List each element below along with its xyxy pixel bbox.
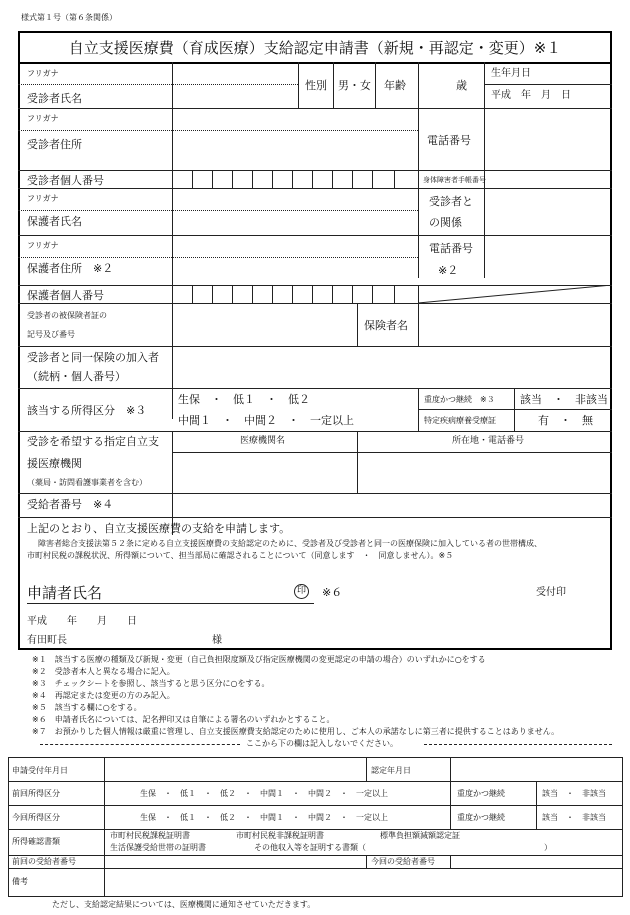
divider — [18, 108, 612, 109]
digit-box — [352, 170, 353, 188]
digit-box — [332, 285, 333, 303]
insurer-name-label: 保険者名 — [364, 319, 408, 332]
consent-text: 障害者総合支援法第５２条に定める自立支援医療費の支給認定のために、受診者及び受診者と同一の医療保険に加入している者の世帯構成、 — [38, 539, 542, 548]
divider — [8, 829, 623, 830]
relation-label: の関係 — [429, 216, 462, 229]
divider — [418, 303, 419, 346]
honorific: 様 — [212, 635, 222, 646]
prev-severe-options[interactable]: 該当 ・ 非該当 — [542, 789, 606, 798]
digit-box — [394, 285, 395, 303]
divider — [375, 62, 376, 108]
facility-note: （薬局・訪問看護事業者を含む） — [27, 478, 147, 487]
curr-income-options[interactable]: 生保 ・ 低１ ・ 低２ ・ 中間１ ・ 中間２ ・ 一定以上 — [140, 813, 388, 822]
signature-line — [27, 603, 314, 604]
receipt-stamp-label: 受付印 — [536, 587, 566, 598]
doc-option-close: ） — [544, 843, 552, 852]
same-insurance-label: 受診者と同一保険の加入者 — [27, 351, 159, 364]
diagonal-strike — [418, 285, 612, 303]
guardian-address-label: 保護者住所 ※２ — [27, 262, 114, 275]
note-item: ※１ 該当する医療の種類及び新規・変更（自己負担限度額及び指定医療機関の変更認定の申請の場合）のいずれかに○をする — [32, 655, 486, 664]
divider — [104, 757, 105, 897]
doc-option[interactable]: 市町村民税課税証明書 — [110, 831, 190, 840]
note-item: ※４ 再認定または変更の方のみ記入。 — [32, 691, 175, 700]
receipt-date-label: 申請受付年月日 — [12, 766, 68, 775]
divider — [18, 210, 418, 211]
divider — [8, 855, 623, 856]
divider — [8, 868, 623, 869]
consent-text[interactable]: 市町村民税の課税状況、所得額について、担当部局に確認されることについて（同意します ・ 同意しません）。※５ — [27, 551, 454, 560]
note-item: ※２ 受診者本人と異なる場合に記入。 — [32, 667, 175, 676]
guardian-name-label: 保護者氏名 — [27, 215, 82, 228]
curr-recipient-label: 今回の受給者番号 — [371, 857, 435, 866]
divider — [366, 757, 367, 781]
divider — [8, 805, 623, 806]
patient-personal-number-label: 受診者個人番号 — [27, 174, 104, 187]
furigana-label: フリガナ — [27, 69, 59, 78]
birth-date-value[interactable]: 平成 年 月 日 — [491, 90, 571, 101]
severe-continuous-label: 重度かつ継続 ※３ — [424, 395, 495, 404]
facility-label: 援医療機関 — [27, 457, 82, 470]
digit-box — [372, 285, 373, 303]
note-item: ※７ お預かりした個人情報は厳重に管理し、自立支援医療費支給認定のために使用し、ご本人の承諾なしに第三者に提供することはありません。 — [32, 727, 560, 736]
income-category-label: 該当する所得区分 ※３ — [27, 404, 147, 417]
doc-option[interactable]: 標準負担額減額認定証 — [380, 831, 460, 840]
doc-option[interactable]: 市町村民税非課税証明書 — [236, 831, 324, 840]
digit-box — [394, 170, 395, 188]
patient-name-label: 受診者氏名 — [27, 92, 82, 105]
furigana-label: フリガナ — [27, 241, 59, 250]
prev-income-options[interactable]: 生保 ・ 低１ ・ 低２ ・ 中間１ ・ 中間２ ・ 一定以上 — [140, 789, 388, 798]
birth-date-label: 生年月日 — [491, 68, 531, 79]
digit-box — [232, 170, 233, 188]
divider — [18, 130, 418, 131]
digit-box — [192, 170, 193, 188]
divider — [18, 170, 612, 171]
note-item: ※３ チェックシートを参照し、該当すると思う区分に○をする。 — [32, 679, 270, 688]
digit-box — [212, 170, 213, 188]
specific-disease-options[interactable]: 有 ・ 無 — [538, 414, 593, 427]
declaration-text: 上記のとおり、自立支援医療費の支給を申請します。 — [27, 522, 291, 535]
divider — [172, 452, 612, 453]
divider — [18, 303, 612, 304]
facility-address-header: 所在地・電話番号 — [452, 436, 525, 446]
divider — [18, 517, 612, 518]
digit-box — [272, 170, 273, 188]
form-number: 様式第１号（第６条関係） — [21, 13, 117, 22]
recipient-number-label: 受給者番号 ※４ — [27, 498, 114, 511]
divider — [8, 781, 623, 782]
office-use-table — [8, 757, 623, 897]
divider — [418, 62, 419, 108]
sex-label: 性別 — [305, 79, 327, 92]
furigana-label: フリガナ — [27, 114, 59, 123]
footer-note: ただし、支給認定結果については、医療機関に通知させていただきます。 — [52, 900, 316, 909]
age-label: 年齢 — [384, 79, 406, 92]
separator-text: ここから下の欄は記入しないでください。 — [246, 739, 398, 748]
divider — [18, 84, 298, 85]
seal-note: ※６ — [322, 586, 343, 599]
note-item: ※６ 申請者氏名については、記名押印又は自筆による署名のいずれかとすること。 — [32, 715, 335, 724]
insurance-card-label: 記号及び番号 — [27, 330, 75, 339]
divider — [172, 62, 173, 419]
curr-severe-options[interactable]: 該当 ・ 非該当 — [542, 813, 606, 822]
prev-severe-label: 重度かつ継続 — [457, 789, 505, 798]
curr-severe-label: 重度かつ継続 — [457, 813, 505, 822]
divider — [357, 303, 358, 346]
guardian-phone-note: ※２ — [438, 264, 459, 277]
specific-disease-label: 特定疾病療養受療証 — [424, 416, 496, 425]
digit-box — [292, 170, 293, 188]
divider — [18, 388, 612, 389]
facility-label: 受診を希望する指定自立支 — [27, 435, 159, 448]
digit-box — [332, 170, 333, 188]
divider — [418, 409, 612, 410]
divider — [450, 855, 451, 868]
digit-box — [372, 170, 373, 188]
divider — [450, 757, 451, 781]
application-date[interactable]: 平成 年 月 日 — [27, 616, 137, 627]
doc-option[interactable]: その他収入等を証明する書類（ — [254, 843, 366, 852]
approval-date-label: 認定年月日 — [371, 766, 411, 775]
insurance-card-label: 受診者の被保険者証の — [27, 311, 107, 320]
furigana-label: フリガナ — [27, 194, 59, 203]
divider — [484, 84, 612, 85]
facility-name-header: 医療機関名 — [240, 436, 286, 446]
disability-book-label: 身体障害者手帳番号 — [423, 176, 486, 184]
divider — [418, 188, 419, 278]
income-options-line1[interactable]: 生保 ・ 低１ ・ 低２ — [178, 393, 310, 406]
digit-box — [312, 285, 313, 303]
digit-box — [312, 170, 313, 188]
form-title: 自立支援医療費（育成医療）支給認定申請書（新規・再認定・変更）※１ — [68, 39, 562, 57]
divider — [366, 855, 367, 868]
curr-income-label: 今回所得区分 — [12, 813, 60, 822]
digit-box — [352, 285, 353, 303]
digit-box — [272, 285, 273, 303]
prev-income-label: 前回所得区分 — [12, 789, 60, 798]
divider — [357, 431, 358, 493]
patient-address-label: 受診者住所 — [27, 138, 82, 151]
guardian-phone-label: 電話番号 — [429, 242, 473, 255]
divider — [18, 346, 612, 347]
income-docs-label: 所得確認書類 — [12, 837, 60, 846]
digit-box — [252, 170, 253, 188]
phone-label: 電話番号 — [427, 134, 471, 147]
income-options-line2[interactable]: 中間１ ・ 中間２ ・ 一定以上 — [178, 414, 354, 427]
note-item: ※５ 該当する欄に○をする。 — [32, 703, 142, 712]
relation-label: 受診者と — [429, 195, 473, 208]
severe-continuous-options[interactable]: 該当 ・ 非該当 — [520, 393, 608, 406]
divider — [172, 431, 173, 535]
digit-box — [232, 285, 233, 303]
divider — [18, 257, 418, 258]
divider — [333, 62, 334, 108]
divider — [298, 62, 299, 108]
divider — [18, 431, 612, 432]
divider — [18, 235, 612, 236]
applicant-name-label: 申請者氏名 — [27, 584, 103, 602]
seal-mark-icon: 印 — [294, 584, 309, 599]
remarks-label: 備考 — [12, 877, 28, 886]
digit-box — [192, 285, 193, 303]
divider — [18, 62, 612, 64]
sex-options[interactable]: 男・女 — [338, 79, 371, 92]
same-insurance-label: （続柄・個人番号） — [27, 370, 126, 383]
doc-option[interactable]: 生活保護受給世帯の証明書 — [110, 843, 206, 852]
cut-line — [424, 744, 612, 745]
prev-recipient-label: 前回の受給者番号 — [12, 857, 76, 866]
guardian-personal-number-label: 保護者個人番号 — [27, 289, 104, 302]
digit-box — [252, 285, 253, 303]
divider — [18, 493, 612, 494]
divider — [418, 170, 419, 188]
divider — [484, 188, 485, 278]
digit-box — [292, 285, 293, 303]
cut-line — [40, 744, 240, 745]
addressee: 有田町長 — [27, 635, 67, 646]
age-unit: 歳 — [456, 79, 467, 92]
divider — [418, 108, 419, 170]
divider — [18, 188, 612, 189]
digit-box — [212, 285, 213, 303]
